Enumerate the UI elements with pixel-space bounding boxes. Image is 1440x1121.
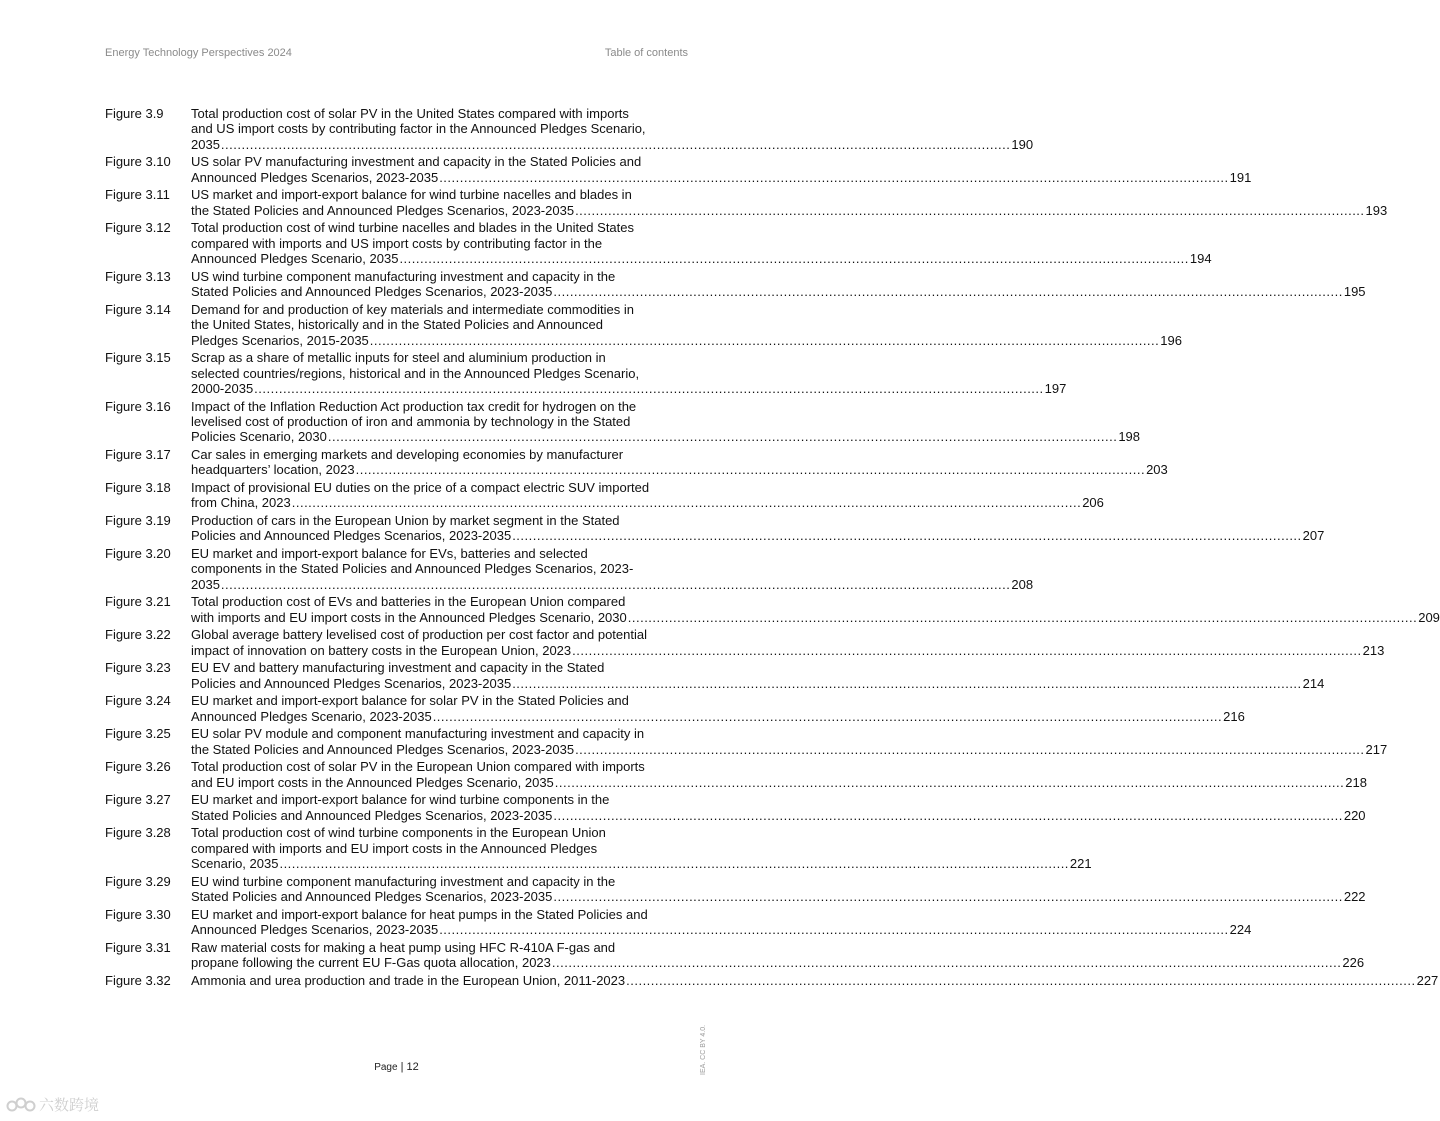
figure-title-tail: with imports and EU import costs in the Announced Pledges Scenario, 2030 [191, 609, 627, 625]
page-reference[interactable]: 218 [1345, 774, 1367, 790]
toc-entry[interactable] [105, 693, 1245, 724]
figure-number: Figure 3.31 [105, 939, 171, 955]
figure-title-tail: headquarters’ location, 2023 [191, 462, 355, 478]
figure-title-tail: propane following the current EU F-Gas quota allocation, 2023 [191, 955, 551, 971]
figure-number: Figure 3.23 [105, 660, 171, 676]
page-reference[interactable]: 224 [1229, 922, 1252, 938]
dot-leader [254, 381, 1043, 396]
figure-title-last-line [191, 808, 1366, 823]
page-footer [0, 1061, 793, 1073]
dot-leader [553, 284, 1342, 299]
toc-entry[interactable] [105, 268, 1366, 300]
dot-leader [370, 333, 1159, 348]
figure-title-tail: Stated Policies and Announced Pledges Scenarios, 2023-2035 [191, 284, 553, 300]
figure-title-line: Global average battery levelised cost of production per cost factor and potential [191, 627, 647, 643]
figure-title [191, 594, 1440, 625]
figure-title-tail: 2035 [191, 136, 220, 152]
figure-title-last-line [191, 251, 1212, 266]
dot-leader [552, 955, 1341, 970]
figure-title-last-line [191, 462, 1168, 477]
figure-number: Figure 3.17 [105, 447, 171, 463]
figure-title-line: selected countries/regions, historical and in the Announced Pledges Scenario, [191, 365, 640, 381]
figure-title [191, 187, 1387, 218]
license-text: IEA. CC BY 4.0. [700, 1024, 707, 1075]
figure-title-last-line [191, 775, 1367, 790]
page-reference[interactable]: 196 [1160, 332, 1182, 348]
figure-number: Figure 3.24 [105, 693, 171, 709]
figure-title-last-line [191, 429, 1140, 444]
page-reference[interactable]: 194 [1189, 251, 1212, 267]
dot-leader [626, 973, 1415, 988]
figure-number: Figure 3.11 [105, 187, 170, 203]
figure-title [191, 907, 1251, 938]
license-note [700, 1015, 714, 1075]
dot-leader [553, 808, 1342, 823]
figure-title [191, 660, 1324, 691]
figure-title [191, 693, 1245, 724]
dot-leader [572, 643, 1361, 658]
page-reference[interactable]: 222 [1343, 889, 1366, 905]
dot-leader [221, 577, 1010, 592]
figure-title-line: Total production cost of EVs and batteries in the European Union compared [191, 594, 626, 610]
list-of-figures [105, 106, 1440, 990]
page-reference[interactable]: 191 [1229, 169, 1252, 185]
figure-title [191, 106, 1033, 152]
figure-title-line: Production of cars in the European Union by market segment in the Stated [191, 513, 620, 529]
figure-number: Figure 3.12 [105, 220, 171, 236]
watermark-text: 六数跨境 [39, 1097, 100, 1114]
page-reference[interactable]: 220 [1343, 807, 1366, 823]
toc-entry[interactable] [105, 792, 1366, 823]
figure-number: Figure 3.28 [105, 825, 171, 841]
dot-leader [439, 922, 1228, 937]
figure-title-last-line [191, 528, 1324, 543]
dot-leader [512, 528, 1301, 543]
page-reference[interactable]: 217 [1365, 741, 1388, 757]
figure-title-line: Car sales in emerging markets and developing economies by manufacturer [191, 447, 624, 463]
page-reference[interactable]: 193 [1365, 202, 1388, 218]
toc-entry[interactable] [105, 939, 1365, 971]
figure-number: Figure 3.26 [105, 759, 171, 775]
toc-entry[interactable] [105, 187, 1388, 218]
figure-title-last-line [191, 170, 1251, 185]
figure-title-tail: Stated Policies and Announced Pledges Scenarios, 2023-2035 [191, 807, 553, 823]
page-reference[interactable]: 226 [1342, 955, 1365, 971]
toc-entry[interactable] [105, 480, 1104, 511]
figure-title-last-line [191, 922, 1251, 937]
figure-title-last-line [191, 955, 1364, 970]
figure-number: Figure 3.20 [105, 546, 171, 562]
figure-title-line: and US import costs by contributing factor in the Announced Pledges Scenario, [191, 121, 646, 137]
page-reference[interactable]: 195 [1343, 284, 1366, 300]
figure-number: Figure 3.18 [105, 480, 171, 496]
page-number: 12 [406, 1061, 419, 1073]
toc-entry[interactable] [105, 301, 1182, 348]
figure-title-line: Total production cost of wind turbine nacelles and blades in the United States [191, 220, 634, 236]
dot-leader [221, 137, 1010, 152]
figure-number: Figure 3.10 [105, 154, 171, 170]
page-reference[interactable]: 208 [1011, 576, 1034, 592]
figure-title-tail: Announced Pledges Scenario, 2035 [191, 251, 399, 267]
dot-leader [399, 251, 1188, 266]
figure-title-line: EU market and import-export balance for EVs, batteries and selected [191, 546, 588, 562]
dot-leader [433, 709, 1222, 724]
figure-title [191, 627, 1384, 658]
figure-title [191, 973, 1438, 988]
figure-number: Figure 3.19 [105, 513, 171, 529]
figure-title-line: US market and import-export balance for wind turbine nacelles and blades in [191, 187, 632, 203]
figure-title [191, 825, 1092, 871]
figure-title [191, 480, 1104, 511]
dot-leader [328, 429, 1117, 444]
toc-entry[interactable] [105, 825, 1092, 872]
figure-title-tail: Stated Policies and Announced Pledges Scenarios, 2023-2035 [191, 889, 553, 905]
toc-entry[interactable] [105, 447, 1168, 478]
figure-title-last-line [191, 676, 1324, 691]
toc-entry[interactable] [105, 398, 1141, 445]
figure-number: Figure 3.21 [105, 594, 171, 610]
figure-title-last-line [191, 889, 1366, 904]
page-reference[interactable]: 197 [1044, 381, 1067, 397]
page-reference[interactable]: 221 [1069, 856, 1092, 872]
figure-title [191, 350, 1066, 396]
page-separator: | [400, 1061, 404, 1073]
figure-title-line: Impact of the Inflation Reduction Act production tax credit for hydrogen on the [191, 398, 637, 414]
toc-entry[interactable] [105, 759, 1367, 790]
page-reference[interactable]: 214 [1302, 675, 1325, 691]
figure-title-line: compared with imports and EU import costs in the Announced Pledges [191, 840, 598, 856]
dot-leader [439, 170, 1228, 185]
page-reference[interactable]: 206 [1082, 495, 1104, 511]
toc-entry[interactable] [105, 660, 1325, 691]
toc-entry[interactable] [105, 906, 1252, 938]
figure-title-line: Demand for and production of key materials and intermediate commodities in [191, 301, 634, 317]
figure-title-tail: Policies Scenario, 2030 [191, 429, 327, 445]
figure-title-line: Total production cost of wind turbine components in the European Union [191, 825, 606, 841]
page-reference[interactable]: 190 [1011, 136, 1034, 152]
figure-title [191, 220, 1212, 266]
toc-entry[interactable] [105, 726, 1388, 757]
figure-title-tail: Scenario, 2035 [191, 856, 279, 872]
toc-entry[interactable] [105, 546, 1034, 592]
dot-leader [279, 856, 1068, 871]
figure-title-tail: Ammonia and urea production and trade in the European Union, 2011-2023 [191, 972, 626, 988]
toc-entry[interactable] [105, 154, 1252, 185]
dot-leader [575, 742, 1364, 757]
figure-number: Figure 3.32 [105, 972, 171, 988]
figure-title-tail: and EU import costs in the Announced Pledges Scenario, 2035 [191, 774, 554, 790]
figure-title-tail: Pledges Scenarios, 2015-2035 [191, 332, 369, 348]
figure-title-line: levelised cost of production of iron and ammonia by technology in the Stated [191, 414, 631, 430]
figure-title [191, 269, 1366, 300]
figure-title-line: US solar PV manufacturing investment and capacity in the Stated Policies and [191, 154, 642, 170]
figure-title-line: EU wind turbine component manufacturing investment and capacity in the [191, 873, 616, 889]
figure-title-tail: from China, 2023 [191, 495, 291, 511]
figure-title-line: EU market and import-export balance for heat pumps in the Stated Policies and [191, 906, 648, 922]
figure-number: Figure 3.30 [105, 906, 171, 922]
toc-entry[interactable] [105, 350, 1067, 397]
figure-title [191, 546, 1033, 592]
figure-title-last-line [191, 137, 1033, 152]
figure-title-line: Impact of provisional EU duties on the price of a compact electric SUV imported [191, 480, 650, 496]
dot-leader [555, 775, 1344, 790]
figure-title-last-line [191, 381, 1066, 396]
figure-title-line: Total production cost of solar PV in the European Union compared with imports [191, 759, 645, 775]
figure-number: Figure 3.29 [105, 873, 171, 889]
figure-number: Figure 3.14 [105, 301, 171, 317]
dot-leader [512, 676, 1301, 691]
dot-leader [292, 495, 1081, 510]
figure-title-last-line [191, 973, 1438, 988]
toc-entry[interactable] [105, 594, 1440, 625]
figure-title-last-line [191, 742, 1387, 757]
figure-title-tail: Policies and Announced Pledges Scenarios, 2023-2035 [191, 528, 512, 544]
dot-leader [553, 889, 1342, 904]
figure-title [191, 513, 1324, 544]
figure-number: Figure 3.27 [105, 792, 171, 808]
figure-title [191, 447, 1168, 478]
figure-title-tail: Announced Pledges Scenarios, 2023-2035 [191, 922, 439, 938]
figure-number: Figure 3.15 [105, 350, 171, 366]
figure-title-tail: impact of innovation on battery costs in the European Union, 2023 [191, 642, 572, 658]
page-label: Page [374, 1062, 398, 1073]
figure-number: Figure 3.22 [105, 627, 171, 643]
figure-title-last-line [191, 610, 1440, 625]
figure-title-last-line [191, 577, 1033, 592]
dot-leader [575, 203, 1364, 218]
figure-title-line: EU EV and battery manufacturing investment and capacity in the Stated [191, 660, 605, 676]
figure-title-last-line [191, 495, 1104, 510]
header-section-title[interactable]: Table of contents [604, 47, 688, 59]
figure-title-line: components in the Stated Policies and Announced Pledges Scenarios, 2023- [191, 561, 634, 577]
figure-title-last-line [191, 203, 1387, 218]
figure-title-line: Total production cost of solar PV in the United States compared with imports [191, 106, 629, 121]
watermark [6, 1094, 99, 1115]
page-reference[interactable]: 203 [1146, 462, 1168, 478]
toc-entry[interactable] [105, 220, 1212, 267]
figure-title [191, 154, 1251, 185]
figure-title-last-line [191, 643, 1384, 658]
figure-title-line: US wind turbine component manufacturing investment and capacity in the [191, 268, 616, 284]
figure-title-line: EU market and import-export balance for solar PV in the Stated Policies and [191, 693, 629, 709]
figure-title-line: EU solar PV module and component manufacturing investment and capacity in [191, 726, 645, 742]
figure-title [191, 940, 1364, 971]
figure-title-line: EU market and import-export balance for wind turbine components in the [191, 792, 610, 808]
figure-title [191, 759, 1367, 790]
figure-title-tail: Announced Pledges Scenarios, 2023-2035 [191, 169, 439, 185]
toc-entry[interactable] [105, 972, 1439, 988]
figure-title-last-line [191, 333, 1182, 348]
toc-entry[interactable] [105, 513, 1325, 544]
toc-entry[interactable] [105, 873, 1366, 905]
dot-leader [356, 462, 1145, 477]
figure-title-line: Raw material costs for making a heat pump using HFC R-410A F-gas and [191, 939, 616, 955]
figure-title [191, 726, 1387, 757]
figure-title-tail: 2035 [191, 576, 220, 592]
figure-title-tail: the Stated Policies and Announced Pledges Scenarios, 2023-2035 [191, 741, 575, 757]
page-reference[interactable]: 227 [1416, 972, 1439, 988]
toc-entry[interactable] [105, 106, 1034, 152]
page-reference[interactable]: 216 [1223, 708, 1245, 724]
header-report-title: Energy Technology Perspectives 2024 [105, 47, 292, 59]
figure-number: Figure 3.13 [105, 268, 171, 284]
figure-title-line: compared with imports and US import costs by contributing factor in the [191, 235, 603, 251]
figure-title-line: Scrap as a share of metallic inputs for steel and aluminium production in [191, 350, 606, 366]
toc-entry[interactable] [105, 627, 1385, 658]
watermark-logo-icon [6, 1096, 36, 1114]
figure-title-tail: the Stated Policies and Announced Pledges Scenarios, 2023-2035 [191, 202, 575, 218]
figure-title-tail: 2000-2035 [191, 381, 254, 397]
page-reference[interactable]: 207 [1302, 528, 1325, 544]
page-reference[interactable]: 213 [1362, 642, 1385, 658]
page-reference[interactable]: 209 [1418, 609, 1440, 625]
figure-title [191, 874, 1366, 905]
figure-number: Figure 3.9 [105, 106, 164, 121]
page-reference[interactable]: 198 [1118, 429, 1141, 445]
figure-title [191, 792, 1366, 823]
figure-number: Figure 3.16 [105, 398, 171, 414]
figure-title-tail: Announced Pledges Scenario, 2023-2035 [191, 708, 432, 724]
dot-leader [628, 610, 1417, 625]
figure-title [191, 399, 1140, 445]
figure-title-last-line [191, 284, 1366, 299]
figure-title [191, 302, 1182, 348]
figure-title-line: the United States, historically and in the Stated Policies and Announced [191, 317, 603, 333]
figure-number: Figure 3.25 [105, 726, 171, 742]
figure-title-tail: Policies and Announced Pledges Scenarios, 2023-2035 [191, 675, 512, 691]
figure-title-last-line [191, 709, 1245, 724]
figure-title-last-line [191, 856, 1092, 871]
